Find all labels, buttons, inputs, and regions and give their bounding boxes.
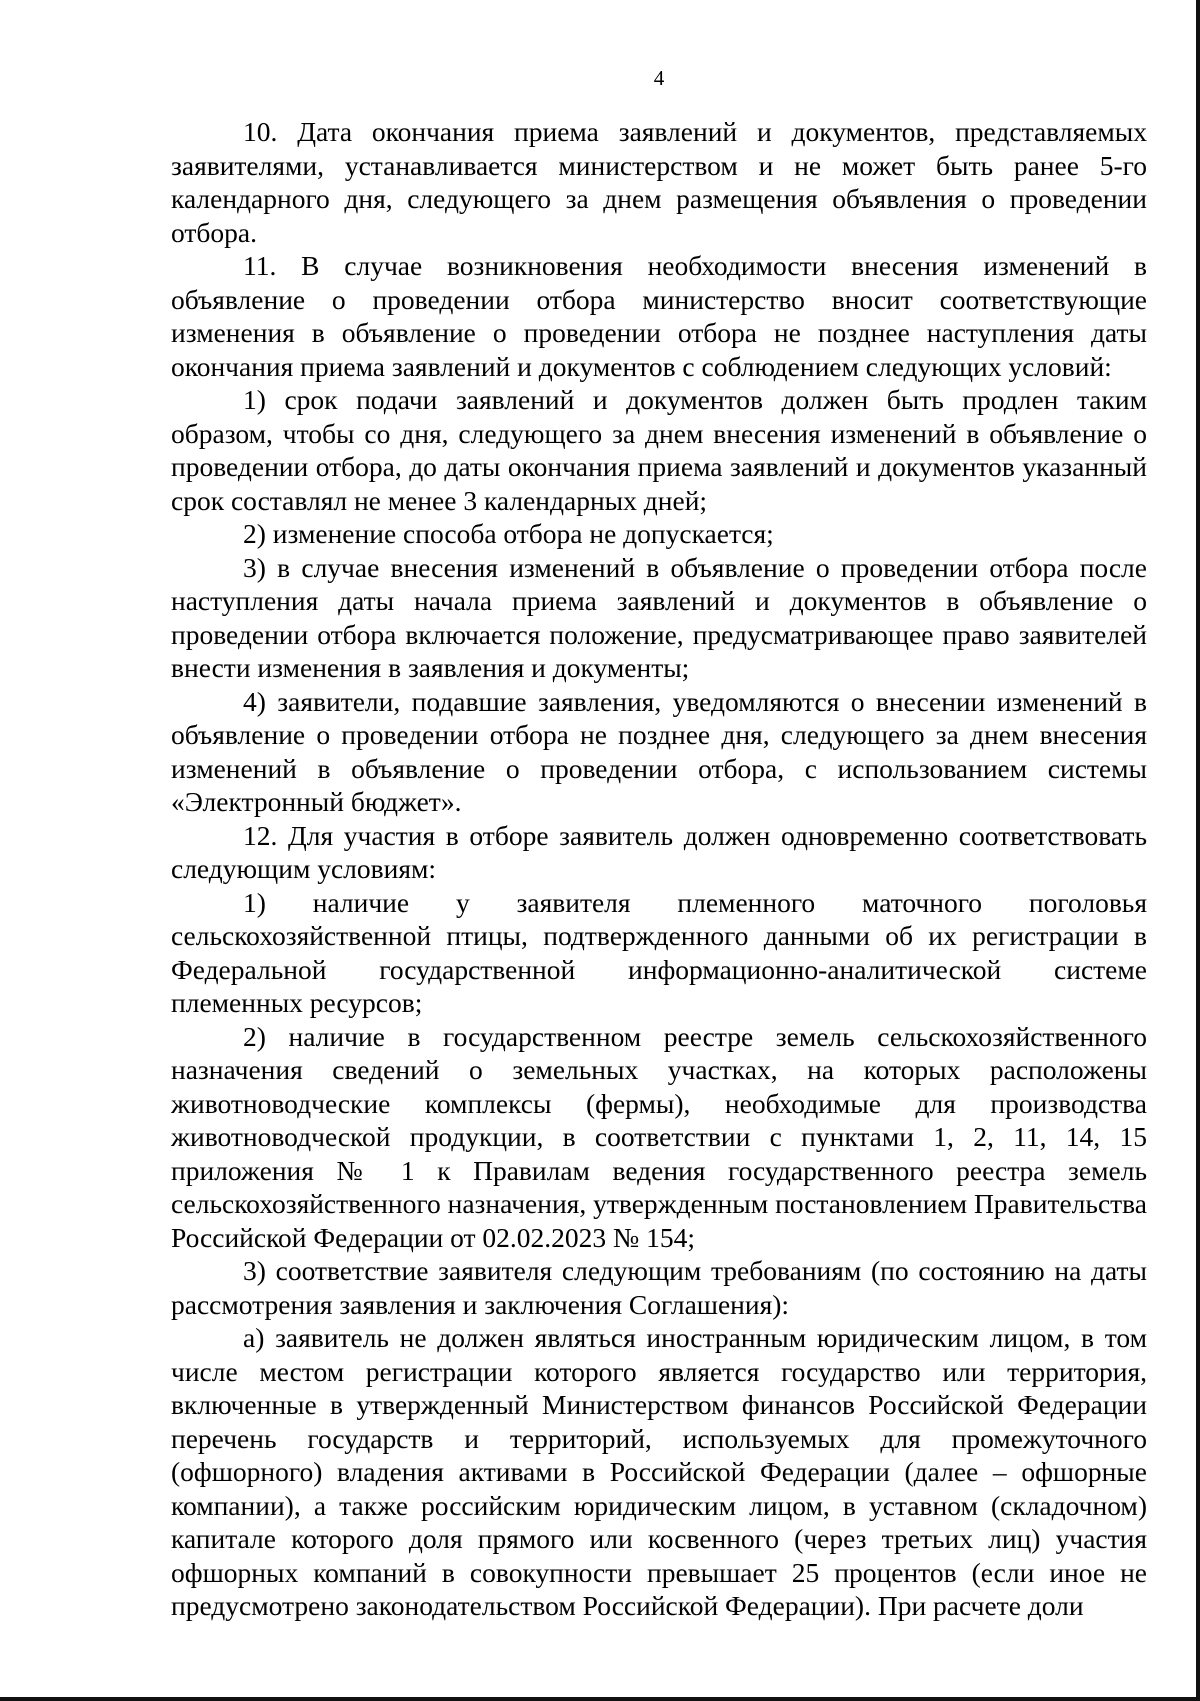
scan-right-edge [1196, 0, 1200, 1701]
paragraph-10: 10. Дата окончания приема заявлений и документов, представляемых заявителями, устанавливается министерством и не может быть ранее 5-го календарного дня, следующего за днем размещения объявления о проведении отбора. [171, 116, 1147, 248]
paragraph-11-item-2: 2) изменение способа отбора не допускается; [243, 518, 774, 549]
paragraph-12: 12. Для участия в отборе заявитель должен одновременно соответствовать следующим условиям: [171, 819, 1147, 884]
paragraph-11-item-1: 1) срок подачи заявлений и документов должен быть продлен таким образом, чтобы со дня, следующего за днем внесения изменений в объявление о проведении отбора, до даты окончания приема заявлений и документов указанный срок составлял не менее 3 календарных дней; [171, 384, 1147, 516]
paragraph-12-item-2: 2) наличие в государственном реестре земель сельскохозяйственного назначения сведений о земельных участках, на которых расположены животноводческие комплексы (фермы), необходимые для производства животноводческой продукции, в соответствии с пунктами 1, 2, 11, 14, 15 приложения № 1 к Правилам ведения государственного реестра земель сельскохозяйственного назначения, утвержденным постановлением Правительства Российской Федерации от 02.02.2023 № 154; [171, 1020, 1147, 1253]
paragraph-11: 11. В случае возникновения необходимости внесения изменений в объявление о проведении отбора министерство вносит соответствующие изменения в объявление о проведении отбора не позднее наступления даты окончания приема заявлений и документов с соблюдением следующих условий: [171, 250, 1147, 382]
page-number: 4 [653, 66, 665, 90]
paragraph-12-item-3a: а) заявитель не должен являться иностранным юридическим лицом, в том числе местом регистрации которого является государство или территория, включенные в утвержденный Министерством финансов Российской Федерации перечень государств и территорий, используемых для промежуточного (офшорного) владения активами в Российской Федерации (далее – офшорные компании), а также российским юридическим лицом, в уставном (складочном) капитале которого доля прямого или косвенного (через третьих лиц) участия офшорных компаний в совокупности превышает 25 процентов (если иное не предусмотрено законодательством Российской Федерации). При расчете доли [171, 1322, 1147, 1621]
paragraph-11-item-3: 3) в случае внесения изменений в объявление о проведении отбора после наступления даты начала приема заявлений и документов в объявление о проведении отбора включается положение, предусматривающее право заявителей внести изменения в заявления и документы; [171, 551, 1147, 683]
document-page [171, 66, 1147, 1623]
paragraph-12-item-3: 3) соответствие заявителя следующим требованиям (по состоянию на даты рассмотрения заявления и заключения Соглашения): [171, 1255, 1147, 1320]
scan-bottom-edge [0, 1697, 1200, 1701]
paragraph-11-item-4: 4) заявители, подавшие заявления, уведомляются о внесении изменений в объявление о проведении отбора не позднее дня, следующего за днем внесения изменений в объявление о проведении отбора, с использованием системы «Электронный бюджет». [171, 685, 1147, 817]
paragraph-12-item-1: 1) наличие у заявителя племенного маточного поголовья сельскохозяйственной птицы, подтвержденного данными об их регистрации в Федеральной государственной информационно-аналитической системе племенных ресурсов; [171, 886, 1147, 1018]
